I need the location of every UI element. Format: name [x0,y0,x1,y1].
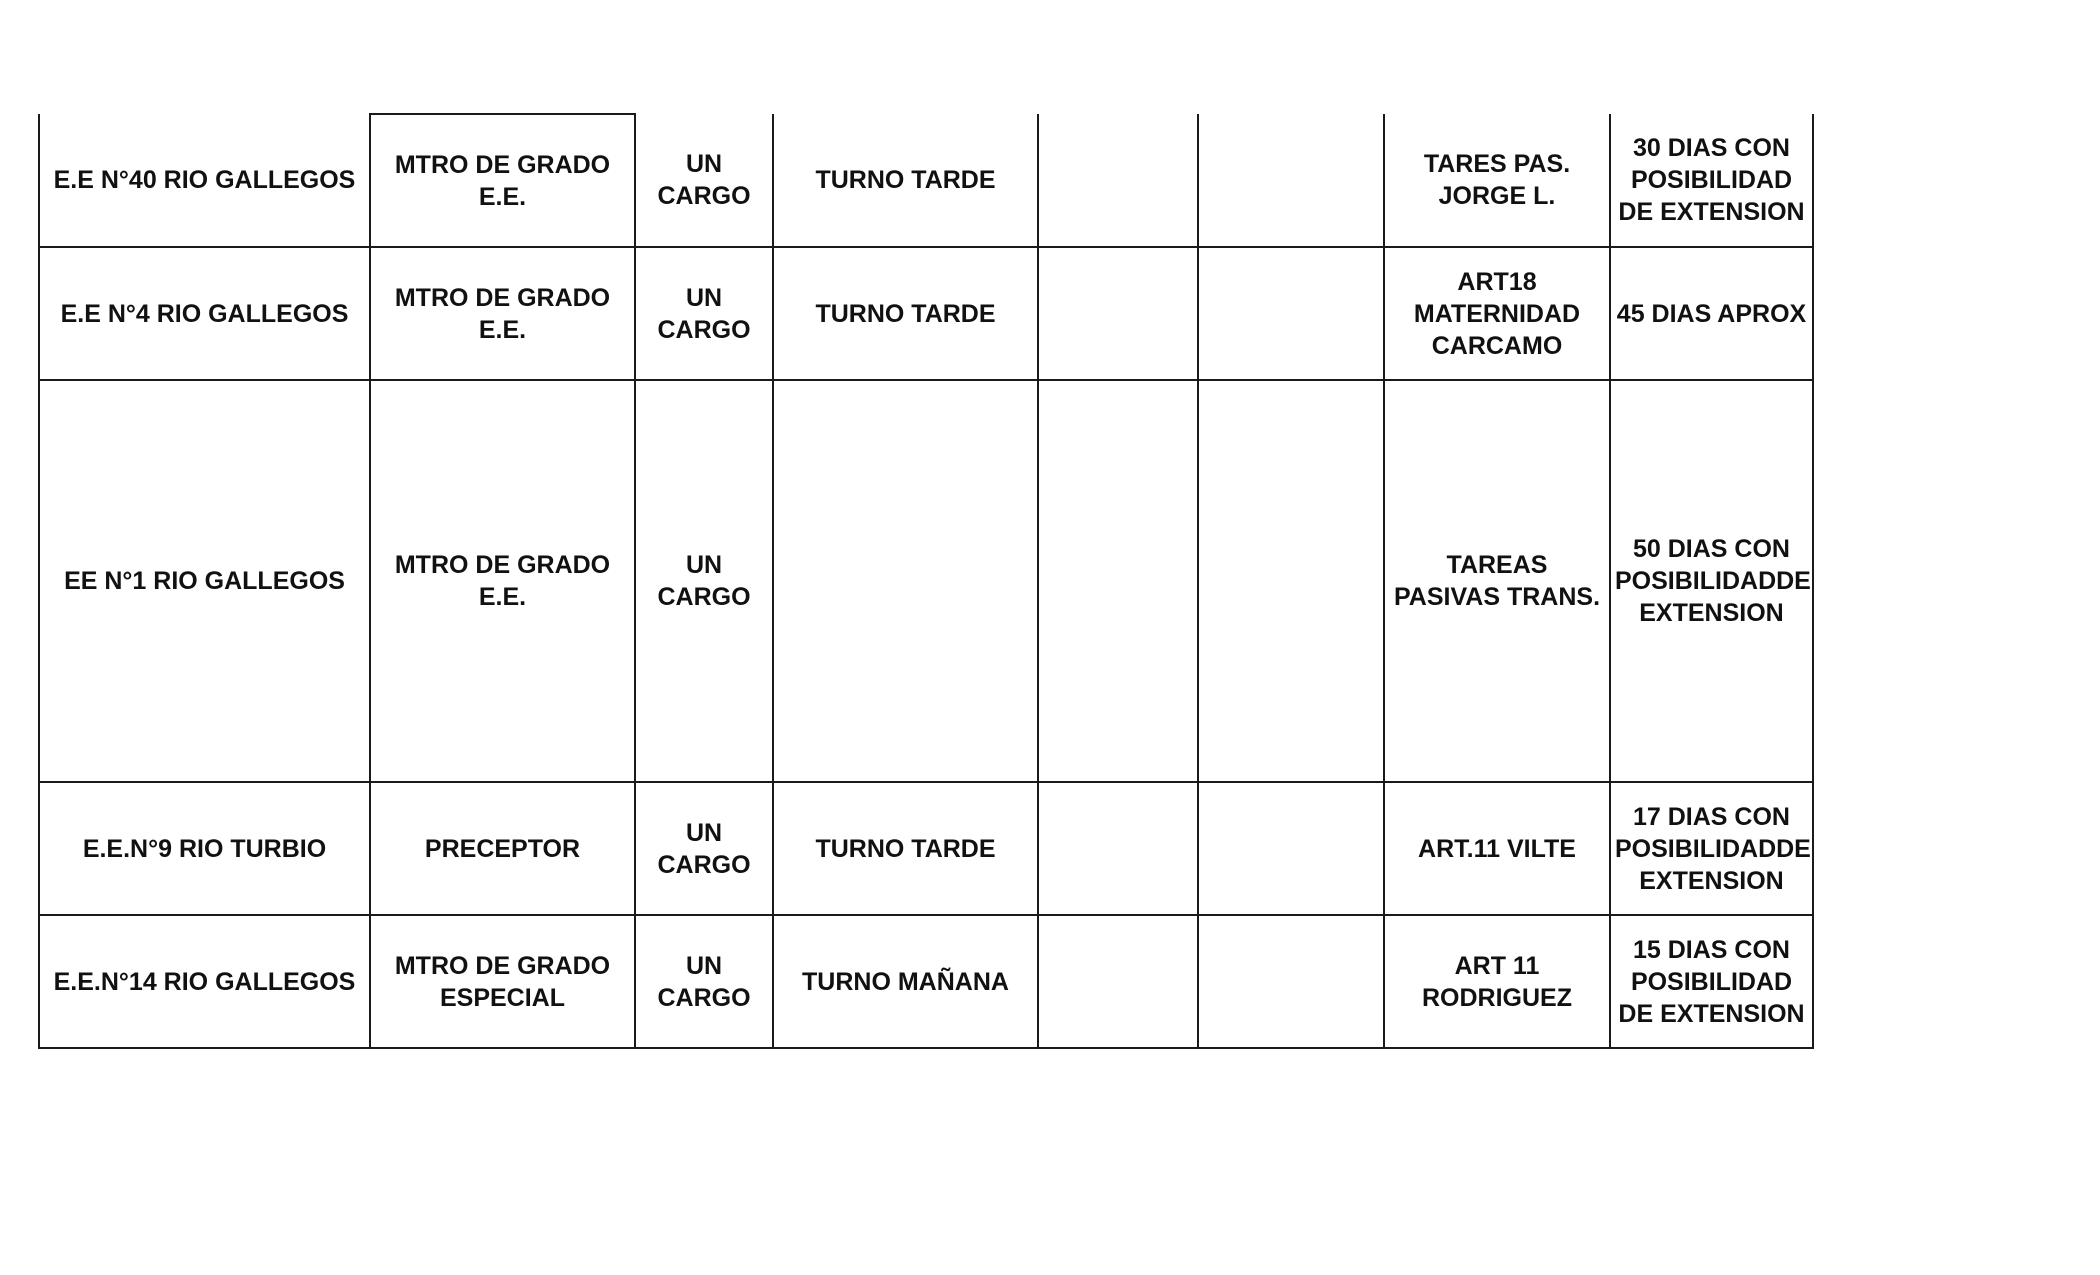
table-row [39,247,1813,380]
quantity-cell: UN CARGO [635,247,773,380]
shift-cell [773,380,1038,782]
table-row [39,915,1813,1048]
school-cell: E.E.N°9 RIO TURBIO [39,782,370,915]
empty-cell [1198,247,1384,380]
shift-cell: TURNO TARDE [773,114,1038,247]
empty-cell [1038,380,1198,782]
position-cell: MTRO DE GRADO E.E. [370,247,635,380]
position-cell: PRECEPTOR [370,782,635,915]
shift-cell: TURNO TARDE [773,247,1038,380]
empty-cell [1198,915,1384,1048]
reason-cell: ART18 MATERNIDAD CARCAMO [1384,247,1610,380]
reason-cell: TARES PAS. JORGE L. [1384,114,1610,247]
shift-cell: TURNO TARDE [773,782,1038,915]
reason-cell: ART 11 RODRIGUEZ [1384,915,1610,1048]
duration-cell: 15 DIAS CON POSIBILIDAD DE EXTENSION [1610,915,1813,1048]
quantity-cell: UN CARGO [635,114,773,247]
empty-cell [1038,782,1198,915]
quantity-cell: UN CARGO [635,915,773,1048]
duration-cell: 30 DIAS CON POSIBILIDAD DE EXTENSION [1610,114,1813,247]
position-cell: MTRO DE GRADO E.E. [370,380,635,782]
position-cell: MTRO DE GRADO E.E. [370,114,635,247]
reason-cell: TAREAS PASIVAS TRANS. [1384,380,1610,782]
reason-cell: ART.11 VILTE [1384,782,1610,915]
school-cell: EE N°1 RIO GALLEGOS [39,380,370,782]
empty-cell [1198,114,1384,247]
empty-cell [1198,782,1384,915]
quantity-cell: UN CARGO [635,782,773,915]
table-row [39,114,1813,247]
empty-cell [1038,247,1198,380]
vacancy-table [38,113,1814,1049]
table-row [39,380,1813,782]
duration-cell: 50 DIAS CON POSIBILIDADDE EXTENSION [1610,380,1813,782]
empty-cell [1038,114,1198,247]
duration-cell: 45 DIAS APROX [1610,247,1813,380]
table-row [39,782,1813,915]
school-cell: E.E N°40 RIO GALLEGOS [39,114,370,247]
shift-cell: TURNO MAÑANA [773,915,1038,1048]
school-cell: E.E.N°14 RIO GALLEGOS [39,915,370,1048]
school-cell: E.E N°4 RIO GALLEGOS [39,247,370,380]
quantity-cell: UN CARGO [635,380,773,782]
empty-cell [1038,915,1198,1048]
position-cell: MTRO DE GRADO ESPECIAL [370,915,635,1048]
empty-cell [1198,380,1384,782]
duration-cell: 17 DIAS CON POSIBILIDADDE EXTENSION [1610,782,1813,915]
